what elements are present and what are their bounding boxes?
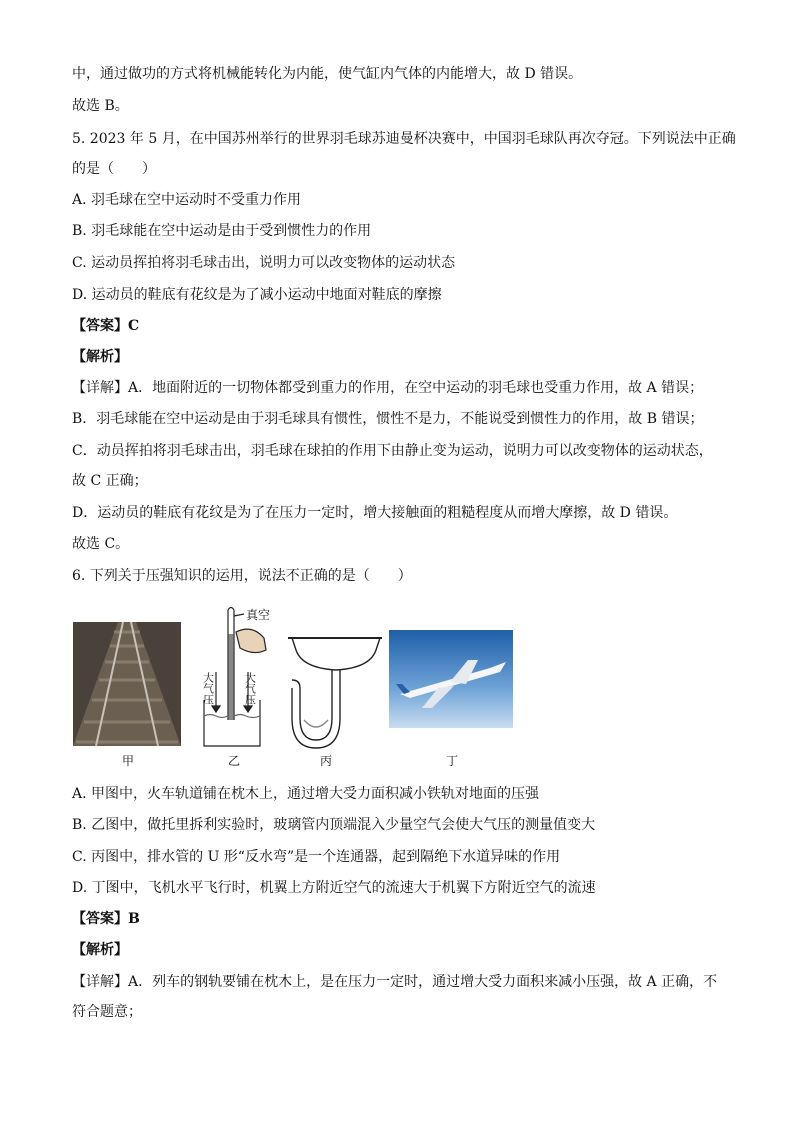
label-vacuum: 真空	[246, 608, 271, 622]
question-6-stem: 6. 下列关于压强知识的运用，说法不正确的是（ ）	[72, 568, 412, 584]
option-c: C. 丙图中，排水管的 U 形“反水弯”是一个连通器，起到隔绝下水道异味的作用	[72, 849, 561, 865]
option-a: A. 羽毛球在空中运动时不受重力作用	[72, 192, 302, 208]
text-line: 故选 B。	[72, 98, 129, 114]
label-atm-left: 大气压	[201, 672, 215, 705]
explanation-line: 【详解】A．列车的钢轨要铺在枕木上，是在压力一定时，通过增大受力面积来减小压强，故 A 正确，不	[72, 974, 718, 990]
option-d: D. 运动员的鞋底有花纹是为了减小运动中地面对鞋底的摩擦	[72, 287, 442, 303]
explanation-line: 故 C 正确；	[72, 473, 148, 489]
option-b: B. 羽毛球能在空中运动是由于受到惯性力的作用	[72, 223, 372, 239]
caption-yi: 乙	[228, 754, 241, 768]
option-c: C. 运动员挥拍将羽毛球击出，说明力可以改变物体的运动状态	[72, 255, 456, 271]
conclusion-line: 故选 C。	[72, 536, 130, 552]
question-6-figure	[70, 602, 530, 772]
answer-label: 【答案】B	[72, 911, 140, 927]
option-d: D. 丁图中，飞机水平飞行时，机翼上方附近空气的流速大于机翼下方附近空气的流速	[72, 880, 596, 896]
airplane-image	[389, 630, 513, 728]
text-line: 中，通过做功的方式将机械能转化为内能，使气缸内气体的内能增大，故 D 错误。	[72, 66, 583, 82]
explanation-line: D．运动员的鞋底有花纹是为了在压力一定时，增大接触面的粗糙程度从而增大摩擦，故 D 错误。	[72, 505, 678, 521]
analysis-label: 【解析】	[72, 942, 128, 958]
caption-bing: 丙	[320, 754, 333, 768]
label-atm-right: 大气压	[243, 672, 257, 705]
caption-jia: 甲	[122, 754, 135, 768]
railway-track-image	[73, 622, 181, 746]
analysis-label: 【解析】	[72, 349, 128, 365]
option-a: A. 甲图中，火车轨道铺在枕木上，通过增大受力面积减小铁轨对地面的压强	[72, 786, 540, 802]
option-b: B. 乙图中，做托里拆利实验时，玻璃管内顶端混入少量空气会使大气压的测量值变大	[72, 817, 596, 833]
question-5-stem-cont: 的是（ ）	[72, 161, 156, 177]
explanation-line: B．羽毛球能在空中运动是由于羽毛球具有惯性，惯性不是力，不能说受到惯性力的作用，故 B 错误；	[72, 411, 704, 427]
caption-ding: 丁	[446, 754, 459, 768]
explanation-line: 【详解】A．地面附近的一切物体都受到重力的作用，在空中运动的羽毛球也受重力作用，故 A 错误；	[72, 380, 704, 396]
question-5-stem: 5. 2023 年 5 月，在中国苏州举行的世界羽毛球苏迪曼杯决赛中，中国羽毛球队再次夺冠。下列说法中正确	[72, 131, 736, 147]
explanation-line: C．动员挥拍将羽毛球击出，羽毛球在球拍的作用下由静止变为运动，说明力可以改变物体的运动状态，	[72, 443, 713, 459]
answer-label: 【答案】C	[72, 318, 140, 334]
u-drain-diagram	[288, 638, 382, 748]
explanation-line: 符合题意；	[72, 1004, 142, 1020]
